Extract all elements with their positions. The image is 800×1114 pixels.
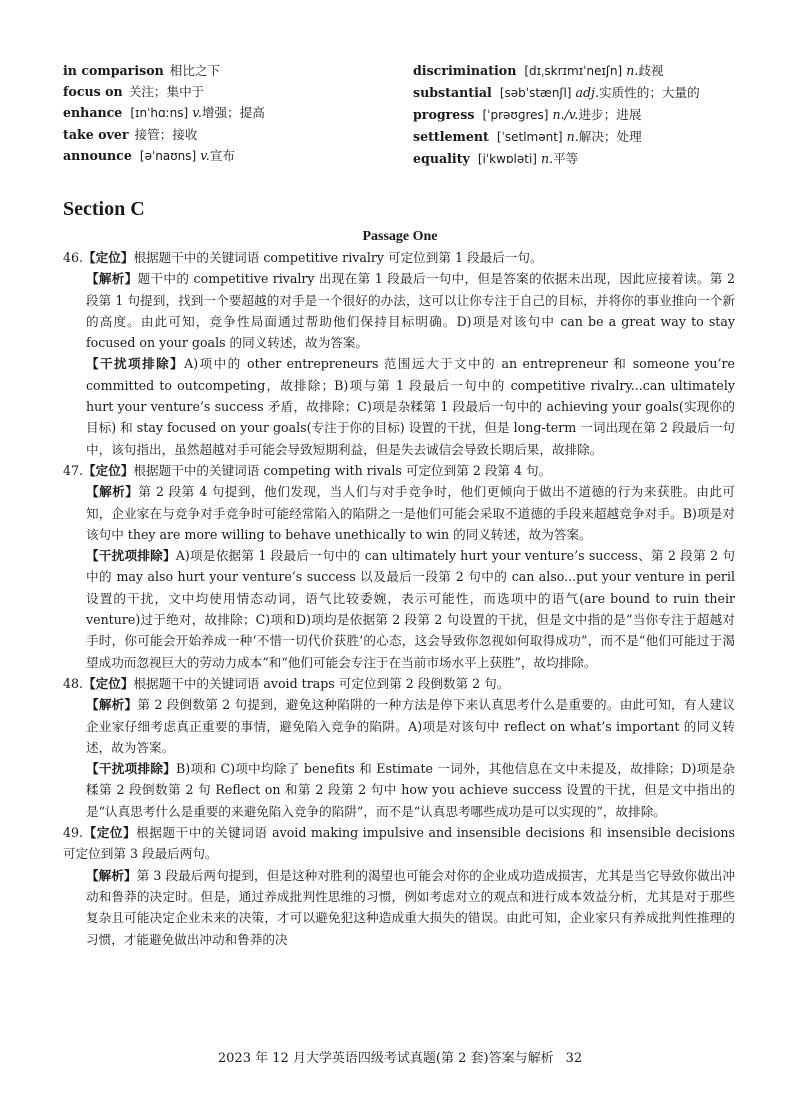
vocab-definition: 接管；接收 [134, 127, 198, 142]
vocab-term: settlement [413, 129, 489, 144]
vocab-phonetic: [ˈprəʊɡres] [482, 108, 549, 122]
section-heading: Section C [63, 198, 145, 220]
vocab-phonetic: [ˈsetlmənt] [496, 130, 563, 144]
vocab-definition: 歧视 [638, 63, 664, 78]
passage-heading: Passage One [362, 229, 438, 244]
analysis-tag: 【解析】 [86, 484, 139, 500]
vocab-item [413, 82, 753, 104]
question-block-49 [63, 822, 735, 950]
vocab-item [63, 60, 383, 81]
locate-tag: 【定位】 [83, 675, 134, 691]
vocab-definition: 增强；提高 [201, 105, 265, 120]
locate-tag: 【定位】 [83, 462, 134, 478]
distractor-text: A)项中的 other entrepreneurs 范围远大于文中的 an entrepreneur 和 someone you’re committed to outcompeting，故排除；B)项与第 1 段最后一句中的 competitive rivalry...can ultimately hurt your venture’s success 矛盾，故排除；C)项是杂糅第 1 段最后一句中的 achieving your goals(实现你的目标) 和 stay focused on your goals(专注于你的目标) 设置的干扰，但是 long-term 一词出现在第 2 段最后一句中，该句指出，虽然超越对手可能会导致短期利益，但是失去诚信会导致长期后果，故排除。 [86, 356, 736, 457]
question-number: 46. [63, 250, 84, 265]
question-number: 47. [63, 462, 84, 478]
distractor-paragraph [63, 353, 735, 459]
locate-tag: 【定位】 [83, 250, 134, 265]
analysis-tag: 【解析】 [86, 697, 138, 713]
locate-text: 根据题干中的关键词语 competitive rivalry 可定位到第 1 段最后一句。 [133, 250, 543, 265]
vocab-item [63, 81, 383, 102]
distractor-paragraph [63, 758, 735, 822]
vocab-item [63, 102, 383, 124]
vocabulary-column-left [63, 60, 383, 170]
analysis-paragraph [63, 694, 735, 758]
vocab-term: progress [413, 107, 475, 122]
locate-tag: 【定位】 [83, 825, 137, 841]
vocab-definition: 平等 [553, 151, 579, 166]
vocab-item [63, 145, 383, 167]
question-block-46 [63, 247, 735, 460]
vocab-definition: 宣布 [209, 148, 235, 163]
vocab-term: take over [63, 127, 129, 142]
vocab-definition: 实质性的；大量的 [598, 85, 700, 100]
analysis-paragraph [63, 268, 735, 353]
vocab-term: focus on [63, 84, 123, 99]
distractor-tag: 【干扰项排除】 [86, 356, 185, 372]
vocab-part-of-speech: n. [626, 63, 639, 78]
vocab-term: announce [63, 148, 132, 163]
distractor-paragraph [63, 545, 735, 673]
vocab-term: substantial [413, 85, 492, 100]
locate-line [63, 247, 735, 268]
analysis-tag: 【解析】 [86, 271, 138, 287]
vocab-phonetic: [əˈnaʊns] [139, 149, 197, 163]
distractor-text: A)项是依据第 1 段最后一句中的 can ultimately hurt your venture’s success、第 2 段第 2 句中的 may also hurt your venture’s success 以及最后一段第 2 句中的 can also...put your venture in peril 设置的干扰，文中均使用情态动词，语气比较委婉，表示可能性，而选项中的语气(are bound to ruin their venture)过于绝对，故排除；C)项和D)项均是依据第 2 段第 2 句设置的干扰，但是文中指的是“当你专注于超越对手时，你可能会开始养成一种‘不惜一切代价获胜’的心态，这会导致你忽视如何取得成功”，而不是“他们可能过于渴望成功而忽视巨大的劳动力成本”和“他们可能会专注于在当前市场水平上获胜”，故均排除。 [86, 548, 735, 670]
vocab-definition: 关注；集中于 [128, 84, 205, 99]
question-number: 49. [63, 825, 84, 841]
analysis-paragraph [63, 865, 735, 950]
distractor-text: B)项和 C)项中均除了 benefits 和 Estimate 一词外，其他信息在文中未提及，故排除；D)项是杂糅第 2 段倒数第 2 句 Reflect on 和第 2 段第 2 句中 how you achieve success 设置的干扰，但是文中指出的是“认真思考什么是重要的来避免陷入竞争的陷阱”，而不是“认真思考哪些成功是可以实现的”，故排除。 [86, 761, 735, 819]
vocab-definition: 进步；进展 [578, 107, 642, 122]
page-footer [0, 1047, 800, 1066]
vocab-phonetic: [dɪˌskrɪmɪˈneɪʃn] [524, 64, 623, 78]
locate-text: 根据题干中的关键词语 competing with rivals 可定位到第 2 段第 4 句。 [133, 462, 552, 478]
vocab-part-of-speech: adj. [575, 85, 599, 100]
vocab-item [413, 60, 753, 82]
distractor-tag: 【干扰项排除】 [86, 548, 176, 564]
analysis-tag: 【解析】 [86, 867, 137, 883]
question-number: 48. [63, 675, 84, 691]
vocab-definition: 解决；处理 [578, 129, 642, 144]
vocab-phonetic: [ɪnˈhɑːns] [130, 106, 189, 120]
analysis-text: 第 3 段最后两句提到，但是这种对胜利的渴望也可能会对你的企业成功造成损害，尤其是当它导致你做出冲动和鲁莽的决定时。但是，通过养成批判性思维的习惯，例如考虑对立的观点和进行成本效益分析，尤其是对于那些复杂且可能决定企业未来的决策，才可以避免犯这种造成重大损失的错误。由此可知，企业家只有养成批判性推理的习惯，才能避免做出冲动和鲁莽的决 [86, 867, 735, 947]
answer-explanations [63, 247, 735, 950]
vocab-part-of-speech: v. [192, 105, 202, 120]
question-block-48 [63, 673, 735, 822]
vocab-term: enhance [63, 105, 123, 120]
vocab-item [63, 124, 383, 145]
vocabulary-list [63, 60, 753, 170]
analysis-text: 第 2 段倒数第 2 句提到，避免这种陷阱的一种方法是停下来认真思考什么是重要的。由此可知，有人建议企业家仔细考虑真正重要的事情，避免陷入竞争的陷阱。A)项是对该句中 reflect on what’s important 的同义转述，故为答案。 [86, 697, 735, 755]
analysis-text: 题干中的 competitive rivalry 出现在第 1 段最后一句中，但是答案的依据未出现，因此应接着读。第 2 段第 1 句提到，找到一个要超越的对手是一个很好的办法，这可以让你专注于自己的目标，并将你的事业推向一个新的高度。由此可知，竞争性局面通过帮助他们保持目标明确。D)项是对该句中 can be a great way to stay focused on your goals 的同义转述，故为答案。 [86, 271, 735, 351]
vocabulary-column-right [413, 60, 753, 170]
vocab-term: discrimination [413, 63, 517, 78]
locate-text: 根据题干中的关键词语 avoid traps 可定位到第 2 段倒数第 2 句。 [133, 675, 510, 691]
page-number: 32 [565, 1051, 583, 1066]
vocab-term: in comparison [63, 63, 164, 78]
vocab-part-of-speech: v. [200, 148, 210, 163]
locate-line [63, 673, 735, 694]
locate-line [63, 460, 735, 481]
analysis-paragraph [63, 481, 735, 545]
vocab-item [413, 148, 753, 170]
vocab-phonetic: [səbˈstænʃl] [499, 86, 572, 100]
vocab-part-of-speech: n. [566, 129, 579, 144]
vocab-item [413, 104, 753, 126]
vocab-term: equality [413, 151, 470, 166]
vocab-part-of-speech: n. [541, 151, 554, 166]
analysis-text: 第 2 段第 4 句提到，他们发现，当人们与对手竞争时，他们更倾向于做出不道德的行为来获胜。由此可知，企业家在与竞争对手竞争时可能经常陷入的陷阱之一是他们可能会采取不道德的手段来超越竞争对手。B)项是对该句中 they are more willing to behave unethically to win 的同义转述，故为答案。 [86, 484, 736, 542]
locate-text: 根据题干中的关键词语 avoid making impulsive and insensible decisions 和 insensible decisions 可定位到第 3 段最后两句。 [63, 825, 735, 862]
question-block-47 [63, 460, 735, 673]
vocab-definition: 相比之下 [169, 63, 221, 78]
vocab-part-of-speech: n./v. [552, 107, 579, 122]
distractor-tag: 【干扰项排除】 [86, 761, 177, 777]
vocab-item [413, 126, 753, 148]
locate-line [63, 822, 735, 865]
vocab-phonetic: [iˈkwɒləti] [477, 152, 537, 166]
footer-title: 2023 年 12 月大学英语四级考试真题(第 2 套)答案与解析 [217, 1051, 554, 1066]
